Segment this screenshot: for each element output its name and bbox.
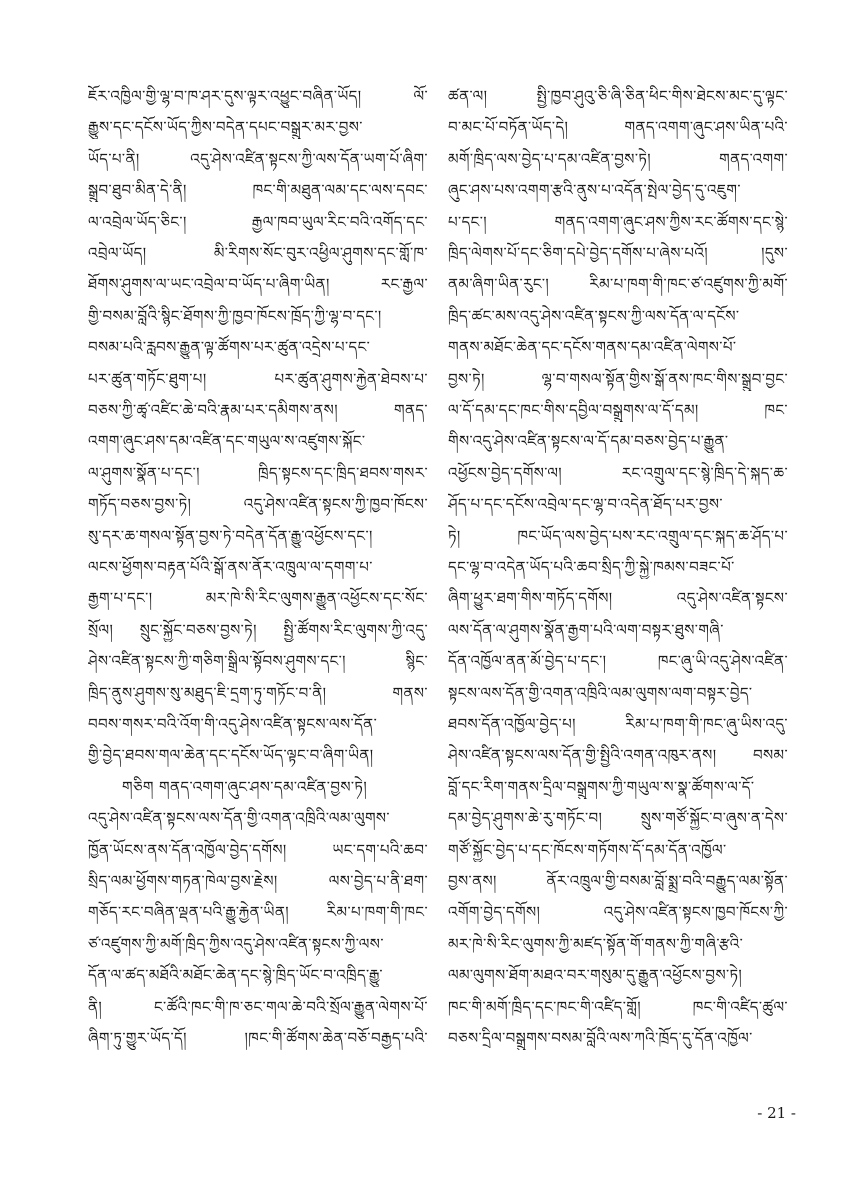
text-line: ཞིག་ཕྱུར་ཐག་གིས་གཏོད་དགོས། འདུ་ཤེས་འཛིན་སྟངས་ <box>448 589 788 608</box>
text-line: རྒྱག་པ་དང་། མར་ཁེ་སི་རིང་ལུགས་རྒྱུན་འཕྱོངས་དང་སོང་ <box>88 589 428 608</box>
text-line: ཙ་འཛུགས་ཀྱི་མགོ་ཁྲིད་ཀྱིས་འདུ་ཤེས་འཛིན་སྟངས་ཀྱི་ལས་ <box>88 934 384 953</box>
text-line: ནི། ང་ཚོའི་ཁང་གི་ཁ་ཅང་གལ་ཆེ་བའི་སྲོལ་རྒྱུན་ལེགས་པོ་ <box>88 997 428 1016</box>
left-column <box>88 84 428 1084</box>
text-line: བབས་གསར་བའི་འོག་གི་འདུ་ཤེས་འཛིན་སྟངས་ལས་དོན་ <box>88 715 378 733</box>
text-line: ཤེས་འཛིན་སྟངས་ཀྱི་གཅིག་སྒྲིལ་སྟོབས་ཤུགས་དང་། སྙིང་ <box>88 652 428 671</box>
text-line: རྒྱུས་དང་དངོས་ཡོད་ཀྱིས་བདེན་དཔང་བསྒྲུར་མར་བྱས་ <box>88 118 363 137</box>
text-line: གཅིག གནད་འགག་ཞུང་ཤས་དམ་འཛིན་བྱས་ཏེ། <box>122 777 368 796</box>
text-line: ཐབས་དོན་འཁྱོལ་བྱེད་པ། རིམ་པ་ཁག་གི་ཁང་ཞུ་ཡིས་འདུ་ <box>448 715 788 733</box>
text-line: ཁྲིད་ནུས་ཤུགས་སུ་མཐུད་ཇི་དྲག་ཏུ་གཏོང་བ་ནི། གནས་ <box>88 683 428 702</box>
text-line: གཙོ་སྐྱོང་བྱེད་པ་དང་ཁོངས་གཏོགས་དོ་དམ་དོན་འཁྱོལ་ <box>448 840 727 859</box>
text-line: འགག་ཞུང་ཤས་དམ་འཛིན་དང་གཡུལ་ས་འཛུགས་སྐོང་ <box>88 432 366 451</box>
text-line: ལས་དོན་ལ་ཤུགས་སྣོན་རྒྱག་པའི་ལག་བསྟར་ཐུས་གཞི་ <box>448 620 724 639</box>
text-line: སུ་དར་ཆ་གསལ་སྟོན་བྱས་ཏེ་བདེན་དོན་རྒྱུ་འཕྱོངས་དང་། <box>88 526 373 545</box>
text-line: ཐོགས་ཤུགས་ལ་ཡང་འབྲེལ་བ་ཡོད་པ་ཞིག་ཡིན། རང་རྒྱལ་ <box>88 275 428 294</box>
text-line: འབྲེལ་ཡོད། མི་རིགས་སོང་བུར་འཕྱིལ་ཤུགས་དང་གློ་ཁ་ <box>88 244 428 262</box>
text-line: གནས་མཐོང་ཆེན་དང་དངོས་གནས་དམ་འཛིན་ལེགས་པོ་ <box>448 338 737 357</box>
text-line: དོན་འཁྱོལ་ནན་མོ་བྱེད་པ་དང་། ཁང་ཞུ་ཡི་འདུ་ཤེས་འཛིན་ <box>448 652 788 671</box>
text-line: ལ་ཤུགས་སྣོན་པ་དང་། ཁྲིད་སྟངས་དང་ཁྲིད་ཐབས་གསར་ <box>88 463 428 482</box>
text-line: ཤེས་འཛིན་སྟངས་ལས་དོན་གྱི་སྤྱིའི་འགན་འཁུར་ནས། བསམ་ <box>448 746 788 765</box>
text-line: བ་མང་པོ་བཏོན་ཡོད་དེ། གནད་འགག་ཞུང་ཤས་ཡིན་པའི་ <box>448 118 788 137</box>
text-line: འགོག་བྱེད་དགོས། འདུ་ཤེས་འཛིན་སྟངས་ཁྱབ་ཁོངས་ཀྱི་ <box>448 903 788 922</box>
text-line: དང་ལྷ་བ་འདེན་ཡོད་པའི་ཆབ་སྲིད་ཀྱི་སྐྱེ་ཁམས་བཟང་པོ་ <box>448 558 735 576</box>
text-line: ལ་དོ་དམ་དང་ཁང་གིས་དབྱིལ་བསྒྲུགས་ལ་དོ་དམ། ཁང་ <box>448 401 788 419</box>
text-line: པ་དང་། གནད་འགག་ཞུང་ཤས་ཀྱིས་རང་ཚོགས་དང་སྙེ་ <box>448 212 788 231</box>
text-line: ཁྲིད་ཚང་མས་འདུ་ཤེས་འཛིན་སྟངས་ཀྱི་ལས་དོན་ལ་དངོས་ <box>448 306 740 325</box>
text-line: ཤོད་པ་དང་དངོས་འབྲེལ་དང་ལྷ་བ་འདེན་ཐོད་པར་བྱས་ <box>448 495 723 514</box>
text-line: འཕྱོངས་བྱེད་དགོས་ལ། རང་འགྲུལ་དང་སྙེ་ཁྲིད་དེ་སྐད་ཆ་ <box>448 463 788 482</box>
page-number: - 21 - <box>757 1104 796 1122</box>
text-line: དོན་ལ་ཚད་མཐོའི་མཐོང་ཆེན་དང་སྙེ་ཁྲིད་ཡོང་བ་འཁྲིད་རྒྱུ་ <box>88 966 383 985</box>
text-line: བྱས་ནས། ནོར་འཁྲུལ་གྱི་བསམ་བློ་སྨྲ་བའི་བརྒྱུད་ལམ་སྟོན་ <box>448 872 788 890</box>
text-line: མགོ་ཁྲིད་ལས་བྱེད་པ་དམ་འཛིན་བྱས་ཏེ། གནད་འགག་ <box>448 149 788 168</box>
text-line: སྲིད་ལམ་ཕྱོགས་གཏན་ཁེལ་བྱས་རྗེས། ལས་བྱེད་པ་ནི་ཐག་ <box>88 872 428 890</box>
text-line: ལམ་ལུགས་ཐོག་མཐའ་བར་གསུམ་དུ་རྒྱུན་འཕྱོངས་བྱས་ཏེ། <box>448 966 743 985</box>
text-line: ཞུང་ཤས་པས་འགག་རྩའི་ནུས་པ་འདོན་སྤེལ་བྱེད་དུ་འཇུག་ <box>448 181 741 200</box>
text-line: མར་ཁེ་སི་རིང་ལུགས་ཀྱི་མཛད་སྟོན་གོ་གནས་ཀྱི་གཞི་རྩའི་ <box>448 934 744 953</box>
text-line: ཡོད་པ་ནི། འདུ་ཤེས་འཛིན་སྟངས་ཀྱི་ལས་དོན་ཡག་པོ་ཞིག་ <box>88 149 428 168</box>
text-line: སྟངས་ལས་དོན་གྱི་འགན་འཁྲིའི་ལམ་ལུགས་ལག་བསྟར་བྱེད་ <box>448 683 753 702</box>
text-line: ཏེ། ཁང་ཡོད་ལས་བྱེད་པས་རང་འགྲུལ་དང་སྐད་ཆ་ཤོད་པ་ <box>448 526 788 545</box>
text-line: ཚན་ལ། སྤྱི་ཁྱབ་ཤུའུ་ཅི་ཞི་ཅིན་ཕིང་གིས་ཐེངས་མང་དུ་ལྟང་ <box>448 87 788 105</box>
text-line: བཅས་དྲིལ་བསྒྲུགས་བསམ་བློའི་ལས་ཀའི་ཁྲོད་དུ་དོན་འཁྱོལ་ <box>448 1029 753 1047</box>
text-line: བཅས་ཀྱི་ཚྭ་འཛིང་ཆེ་བའི་རྣམ་པར་དམིགས་ནས། གནད་ <box>88 401 428 419</box>
text-line: གྱི་བྱེད་ཐབས་གལ་ཆེན་དང་དངོས་ཡོད་ལྟང་བ་ཞིག་ཡིན། <box>88 746 374 765</box>
right-column <box>448 84 788 1084</box>
text-line: གིས་འདུ་ཤེས་འཛིན་སྟངས་ལ་དོ་དམ་བཅས་བྱེད་པ་རྒྱུན་ <box>448 432 729 451</box>
text-line: བསམ་པའི་རླབས་རྒྱུན་ལྟ་ཚོགས་པར་ཚུན་འདྲེས་པ་དང་ <box>88 338 371 357</box>
text-line: ཁྲིད་ལེགས་པོ་དང་ཅིག་དཔེ་བྱེད་དགོས་པ་ཞེས་པའོ། །དུས་ <box>448 244 788 262</box>
text-line: ཞིག་ཏུ་གྱུར་ཡོད་དོ། །ཁང་གི་ཚོགས་ཆེན་བཅོ་བརྒྱད་པའི་ <box>88 1029 428 1047</box>
text-line: སྲོལ། སྲུང་སྐྱོང་བཅས་བྱས་ཏེ། སྤྱི་ཚོགས་རིང་ལུགས་ཀྱི་འདུ་ <box>88 620 428 639</box>
text-line: ཁང་གི་མགོ་ཁྲིད་དང་ཁང་གི་འཛིད་གློ། ཁང་གི་འཛིད་ཚུལ་ <box>448 997 788 1016</box>
text-line: དམ་བྱེད་ཤུགས་ཆེ་རུ་གཏོང་བ། སྲུས་གཙོ་སྐྱོང་བ་ཞུས་ན་དེས་ <box>448 809 788 828</box>
text-line: ནམ་ཞིག་ཡིན་རུང་། རིམ་པ་ཁག་གི་ཁང་ཙ་འཛུགས་ཀྱི་མགོ་ <box>448 275 788 294</box>
text-line: གཏོད་བཅས་བྱས་ཏེ། འདུ་ཤེས་འཛིན་སྟངས་ཀྱི་ཁྱབ་ཁོངས་ <box>88 495 428 514</box>
text-line: ལངས་ཕྱོགས་བརྟན་པོའི་སྒོ་ནས་ནོར་འཁྲུལ་ལ་དགག་པ་ <box>88 558 373 576</box>
text-line: གྱི་བསམ་བློའི་སྙིང་ཐོགས་ཀྱི་ཁྱབ་ཁོངས་ཁྲོད་ཀྱི་ལྷ་བ་དང་། <box>88 306 382 325</box>
text-line: བྱས་ཏེ། ལྷ་བ་གསལ་སྟོན་གྱིས་སྒོ་ནས་ཁང་གིས་སྒྲུབ་བྱང་ <box>448 369 788 388</box>
text-line: ཇོར་འཁྱིལ་གྱི་ལྷ་བ་ཁ་ཤར་དུས་ལྟར་འཕྱུང་བཞིན་ཡོད། ལོ་ <box>88 87 428 105</box>
text-line: གཅོད་རང་བཞིན་ལྡན་པའི་རྒྱུ་རྐྱེན་ཡིན། རིམ་པ་ཁག་གི་ཁང་ <box>88 903 428 922</box>
text-line: བློ་དང་རིག་གནས་དྲིལ་བསྒྲུགས་ཀྱི་གཡུལ་ས་སྣ་ཚོགས་ལ་དོ་ <box>448 777 755 796</box>
text-line: ཁྱོན་ཡོངས་ནས་དོན་འཁྱོལ་བྱེད་དགོས། ཡང་དག་པའི་ཆབ་ <box>88 840 428 859</box>
text-line: ལ་འབྲེལ་ཡོད་ཅིང་། རྒྱལ་ཁབ་ཡུལ་རིང་བའི་འགོད་དང་ <box>88 212 428 231</box>
text-line: སྒྲུབ་ཐུབ་མིན་དེ་ནི། ཁང་གི་མཐུན་ལམ་དང་ལས་དབང་ <box>88 181 428 200</box>
text-line: པར་ཚུན་གཏོང་ཐུག་པ། པར་ཚུན་ཤུགས་རྐྱེན་ཐེབས་པ་ <box>88 369 428 388</box>
text-line: འདུ་ཤེས་འཛིན་སྟངས་ལས་དོན་གྱི་འགན་འཁྲིའི་ལམ་ལུགས་ <box>88 809 390 828</box>
